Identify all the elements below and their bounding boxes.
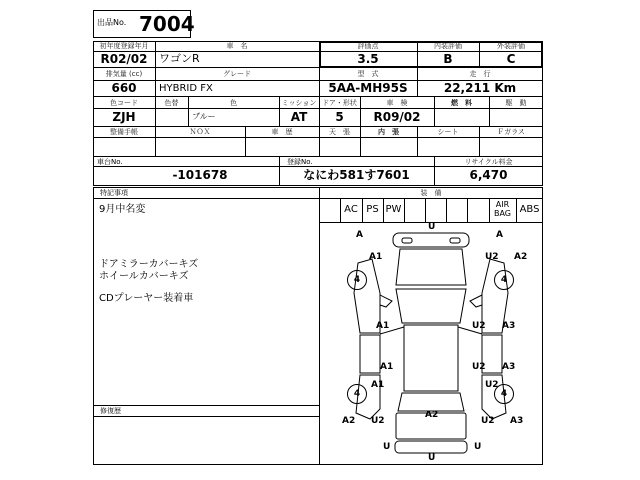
equipment-abs: ABS [519,204,540,215]
recycle-label: リサイクル料金 [464,158,513,166]
damage-a3-right-door-1: A3 [502,321,516,331]
damage-a1-rear-left: A1 [371,380,385,390]
exterior-label: 外装評価 [497,42,525,50]
model-value: 5AA-MH95S [328,81,408,95]
car-name-label: 車 名 [226,42,248,50]
roof-label: 天 張 [329,128,350,136]
damage-a1-left-door-1: A1 [376,321,390,331]
manual-label: 整備手帳 [110,128,138,136]
chassis-value: -101678 [172,168,228,182]
grade-value: HYBRID FX [159,83,213,94]
plate-value: なにわ581す7601 [303,168,410,182]
grade-label: グレード [223,70,251,78]
damage-a3-rear-right: A3 [510,416,524,426]
exterior-value: C [506,52,516,66]
damage-front-a-left: A [356,230,363,240]
damage-u2-right-door-2: U2 [472,362,486,372]
score-value: 3.5 [357,52,379,66]
damage-u2-front-right: U2 [485,252,499,262]
color-code-label: 色コード [110,99,138,107]
inspection-value: R09/02 [373,110,421,124]
displacement-value: 660 [111,81,137,95]
color-code-value: ZJH [112,110,136,124]
fuel-label: 燃 料 [451,99,472,107]
damage-u-bottom-left: U [383,442,391,452]
damage-a1-front-left: A1 [369,252,383,262]
color-change-label: 色替 [164,99,179,107]
doors-value: 5 [335,110,344,124]
mission-value: AT [290,110,308,124]
interior-label: 内装評価 [434,42,462,50]
equipment-ps: PS [366,204,379,215]
damage-front-a-right: A [496,230,503,240]
equipment-pw: PW [385,204,402,215]
car-damage-diagram [320,223,542,464]
tire-rear-right: 4 [494,384,514,404]
model-label: 型 式 [357,70,379,78]
damage-u-bottom-right: U [474,442,482,452]
tire-front-right: 4 [494,270,514,290]
note-line-1: 9月中名変 [99,204,146,215]
interior-value: B [443,52,453,66]
repair-history-label: 修復歴 [100,407,121,415]
damage-rear-a2: A2 [425,410,439,420]
mission-label: ミッション [281,99,317,107]
color-label: 色 [230,99,237,107]
color-value: ブルー [192,112,216,121]
damage-u2-right-door-1: U2 [472,321,486,331]
doors-label: ドア・形状 [322,99,357,107]
displacement-label: 排気量 (cc) [105,70,143,78]
damage-a2-rear-left: A2 [342,416,356,426]
car-name-value: ワゴンR [159,52,200,65]
plate-label: 登録No. [287,158,313,166]
damage-u2-rear-left: U2 [371,416,385,426]
lot-number: 7004 [139,12,195,36]
notes-label: 特記事項 [100,189,128,197]
score-label: 評価点 [357,42,379,50]
note-line-6: ドアミラーカバーキズ [99,259,199,270]
chassis-label: 車台No. [97,158,123,166]
equipment-airbag: AIR BAG [493,200,512,218]
mileage-value: 22,211 Km [443,81,517,95]
recycle-value: 6,470 [469,168,508,182]
damage-a2-front-right: A2 [514,252,528,262]
note-line-9: CDプレーヤー装着車 [99,293,194,304]
damage-a1-left-door-2: A1 [380,362,394,372]
reg-label: 初年度登録年月 [99,42,149,50]
nox-label: ＮＯＸ [189,128,211,136]
damage-u2-rear-right: U2 [485,380,499,390]
reg-value: R02/02 [100,52,148,66]
mileage-label: 走 行 [469,70,491,78]
equipment-ac: AC [344,204,358,215]
history-label: 車 歴 [271,128,293,136]
damage-u-bottom-center: U [428,453,436,463]
tire-front-left: 4 [347,270,367,290]
inspection-label: 車 検 [386,99,408,107]
tire-rear-left: 4 [347,384,367,404]
lot-label: 出品No. [97,18,127,27]
damage-front-u: U [428,222,436,232]
damage-u2-rear-right-2: U2 [481,416,495,426]
interior-trim-label: 内 張 [378,128,399,136]
damage-a3-right-door-2: A3 [502,362,516,372]
seat-label: シート [437,128,459,136]
note-line-7: ホイールカバーキズ [99,271,189,282]
glass-label: Ｆガラス [497,128,525,136]
drive-label: 駆 動 [505,99,527,107]
equipment-label: 装 備 [420,189,442,197]
